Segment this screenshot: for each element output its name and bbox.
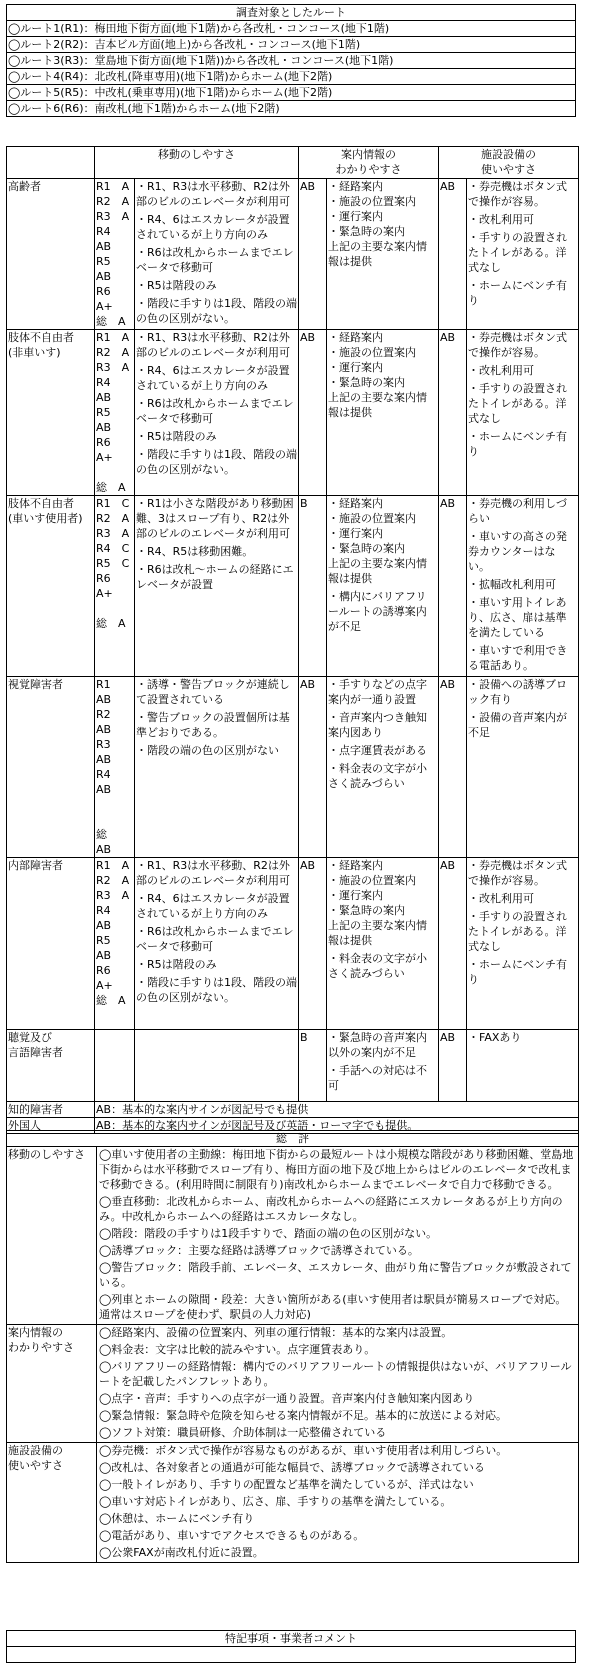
info-notes <box>327 496 439 677</box>
info-note: ・経路案内 ・施設の位置案内 ・運行案内 ・緊急時の案内 上記の主要な案内情報は提供 <box>328 859 427 947</box>
route-grades: R1 A R2 A R3 A R4 AB R5 AB R6 A+ 総 A <box>95 858 135 1030</box>
mobility-note: ・階段の端の色の区別がない <box>136 744 279 757</box>
info-note: ・経路案内 ・施設の位置案内 ・運行案内 ・緊急時の案内 上記の主要な案内情報は提供 <box>328 331 427 419</box>
info-notes <box>327 179 439 330</box>
info-note: ・構内にバリアフリールートの誘導案内が不足 <box>328 590 427 633</box>
mobility-notes <box>135 1030 299 1102</box>
extra-text: AB：基本的な案内サインが図記号でも提供 <box>95 1102 579 1118</box>
review-item: ◯経路案内、設備の位置案内、列車の運行情報：基本的な案内は設置。 <box>99 1326 453 1339</box>
header-blank <box>7 147 95 179</box>
review-item: ◯券売機：ボタン式で操作が容易なものがあるが、車いす使用者は利用しづらい。 <box>99 1444 508 1457</box>
facility-grade: AB <box>439 1030 467 1102</box>
info-note: ・手話への対応は不可 <box>328 1064 427 1092</box>
review-item: ◯垂直移動：北改札からホーム、南改札からホームへの経路にエスカレータあるが上り方向のみ。中改札からホームへの経路はエスカレータなし。 <box>99 1195 563 1223</box>
info-notes <box>327 858 439 1030</box>
review-item: ◯電話があり、車いすでアクセスできるものがある。 <box>99 1529 365 1542</box>
facility-note: ・FAXあり <box>468 1031 522 1044</box>
facility-notes <box>467 330 579 496</box>
evaluation-row <box>7 496 579 677</box>
review-label: 案内情報の わかりやすさ <box>7 1325 97 1443</box>
route-item: ◯ルート6(R6)：南改札(地下1階)からホーム(地下2階) <box>7 101 576 117</box>
review-item: ◯一般トイレがあり、手すりの配置など基準を満たしているが、洋式はない <box>99 1478 474 1491</box>
info-grade: AB <box>299 677 327 858</box>
extra-label: 知的障害者 <box>7 1102 95 1118</box>
facility-note: ・券売機の利用しづらい <box>468 497 567 525</box>
header-mobility: 移動のしやすさ <box>95 147 299 179</box>
route-grades: R1 C R2 A R3 A R4 C R5 C R6 A+ 総 A <box>95 496 135 677</box>
facility-note: ・券売機はボタン式で操作が容易。 <box>468 331 567 359</box>
evaluation-row <box>7 858 579 1030</box>
review-item: ◯公衆FAXが南改札付近に設置。 <box>99 1546 264 1559</box>
mobility-note: ・R1、R3は水平移動、R2は外部のビルのエレベータが利用可 <box>136 331 290 359</box>
facility-note: ・券売機はボタン式で操作が容易。 <box>468 859 567 887</box>
user-type-label: 高齢者 <box>7 179 95 330</box>
user-type-label: 肢体不自由者 (非車いす) <box>7 330 95 496</box>
mobility-note: ・階段に手すりは1段、階段の端の色の区別がない。 <box>136 976 297 1004</box>
facility-notes <box>467 496 579 677</box>
facility-note: ・ホームにベンチ有り <box>468 279 567 307</box>
facility-note: ・ホームにベンチ有り <box>468 430 567 458</box>
facility-notes <box>467 1030 579 1102</box>
facility-grade: AB <box>439 179 467 330</box>
facility-grade: AB <box>439 330 467 496</box>
comments-body <box>7 1647 576 1663</box>
review-title: 総 評 <box>7 1131 579 1147</box>
mobility-note: ・誘導・警告ブロックが連続して設置されている <box>136 678 290 706</box>
review-table <box>6 1130 579 1563</box>
review-item: ◯緊急情報：緊急時や危険を知らせる案内情報が不足。基本的に放送による対応。 <box>99 1409 507 1422</box>
mobility-note: ・R4、R5は移動困難。 <box>136 545 254 558</box>
review-items <box>97 1147 579 1325</box>
facility-notes <box>467 179 579 330</box>
mobility-note: ・R4、6はエスカレータが設置されているが上り方向のみ <box>136 892 290 920</box>
comments-title: 特記事項・事業者コメント <box>7 1631 576 1647</box>
review-item: ◯警告ブロック：階段手前、エレベータ、エスカレータ、曲がり角に警告ブロックが敷設されている。 <box>99 1261 572 1289</box>
extra-row <box>7 1102 579 1118</box>
review-label: 移動のしやすさ <box>7 1147 97 1325</box>
mobility-note: ・R1、R3は水平移動、R2は外部のビルのエレベータが利用可 <box>136 859 290 887</box>
mobility-note: ・R6は改札からホームまでエレベータで移動可 <box>136 925 294 953</box>
mobility-notes <box>135 496 299 677</box>
review-item: ◯バリアフリーの経路情報：構内でのバリアフリールートの情報提供はないが、バリアフリールートを記載したパンフレットあり。 <box>99 1360 572 1388</box>
facility-note: ・ホームにベンチ有り <box>468 958 567 986</box>
evaluation-row <box>7 1030 579 1102</box>
facility-grade: AB <box>439 496 467 677</box>
mobility-note: ・階段に手すりは1段、階段の端の色の区別がない。 <box>136 297 297 325</box>
route-grades <box>95 1030 135 1102</box>
review-item: ◯休憩は、ホームにベンチ有り <box>99 1512 255 1525</box>
extra-text: AB：基本的な案内サインが図記号及び英語・ローマ字でも提供。 <box>95 1118 579 1134</box>
facility-note: ・改札利用可 <box>468 364 534 377</box>
user-type-label: 内部障害者 <box>7 858 95 1030</box>
route-item: ◯ルート5(R5)：中改札(乗車専用)(地下1階)からホーム(地下2階) <box>7 85 576 101</box>
route-item: ◯ルート4(R4)：北改札(降車専用)(地下1階)からホーム(地下2階) <box>7 69 576 85</box>
evaluation-row <box>7 179 579 330</box>
mobility-note: ・階段に手すりは1段、階段の端の色の区別がない。 <box>136 448 297 476</box>
info-note: ・音声案内つき触知案内図あり <box>328 711 427 739</box>
mobility-notes <box>135 858 299 1030</box>
review-section <box>7 1325 579 1443</box>
review-items <box>97 1325 579 1443</box>
comments-table <box>6 1630 576 1663</box>
facility-grade: AB <box>439 858 467 1030</box>
review-item: ◯誘導ブロック：主要な経路は誘導ブロックで誘導されている。 <box>99 1244 419 1257</box>
mobility-note: ・R1、R3は水平移動、R2は外部のビルのエレベータが利用可 <box>136 180 290 208</box>
review-item: ◯改札は、各対象者との通過が可能な幅員で、誘導ブロックで誘導されている <box>99 1461 485 1474</box>
mobility-note: ・警告ブロックの設置個所は基準どおりである。 <box>136 711 290 739</box>
info-grade: B <box>299 1030 327 1102</box>
user-type-label: 肢体不自由者 (車いす使用者) <box>7 496 95 677</box>
route-grades: R1 AB R2 AB R3 AB R4 AB 総 AB <box>95 677 135 858</box>
mobility-notes <box>135 330 299 496</box>
review-section <box>7 1443 579 1563</box>
review-items <box>97 1443 579 1563</box>
facility-note: ・券売機はボタン式で操作が容易。 <box>468 180 567 208</box>
info-note: ・緊急時の音声案内以外の案内が不足 <box>328 1031 427 1059</box>
evaluation-row <box>7 677 579 858</box>
info-note: ・料金表の文字が小さく読みづらい <box>328 952 427 980</box>
facility-note: ・改札利用可 <box>468 892 534 905</box>
info-grade: AB <box>299 179 327 330</box>
facility-note: ・設備の音声案内が不足 <box>468 711 567 739</box>
facility-note: ・設備への誘導ブロック有り <box>468 678 567 706</box>
user-type-label: 視覚障害者 <box>7 677 95 858</box>
facility-note: ・手すりの設置されたトイレがある。洋式なし <box>468 382 567 425</box>
info-notes <box>327 677 439 858</box>
facility-note: ・車いすで利用できる電話あり。 <box>468 644 568 672</box>
info-notes <box>327 1030 439 1102</box>
facility-note: ・車いすの高さの発券カウンターはない。 <box>468 530 567 573</box>
review-item: ◯車いす使用者の主動線：梅田地下街からの最短ルートは小規模な階段があり移動困難、堂島地下街からは水平移動でスロープ有り、梅田方面の地下及び地上からはビルのエレベータで改札まで移動できる。(利用時間に制限有り)南改札からホームまでエレベータで自力で移動できる。 <box>99 1148 574 1191</box>
review-item: ◯階段：階段の手すりは1段手すりで、踏面の端の色の区別がない。 <box>99 1227 438 1240</box>
user-type-label: 聴覚及び 言語障害者 <box>7 1030 95 1102</box>
mobility-note: ・R4、6はエスカレータが設置されているが上り方向のみ <box>136 364 290 392</box>
route-item: ◯ルート3(R3)：堂島地下街方面(地下1階))から各改札・コンコース(地下1階) <box>7 53 576 69</box>
facility-notes <box>467 677 579 858</box>
review-label: 施設設備の 使いやすさ <box>7 1443 97 1563</box>
route-grades: R1 A R2 A R3 A R4 AB R5 AB R6 A+ 総 A <box>95 330 135 496</box>
facility-note: ・車いす用トイレあり、広さ、扉は基準を満たしている <box>468 596 567 639</box>
evaluation-table <box>6 146 579 1134</box>
info-grade: AB <box>299 858 327 1030</box>
route-item: ◯ルート2(R2)：吉本ビル方面(地上)から各改札・コンコース(地下1階) <box>7 37 576 53</box>
info-note: ・点字運賃表がある <box>328 744 427 757</box>
info-note: ・手すりなどの点字案内が一通り設置 <box>328 678 427 706</box>
mobility-note: ・R5は階段のみ <box>136 279 217 292</box>
mobility-note: ・R4、6はエスカレータが設置されているが上り方向のみ <box>136 213 290 241</box>
review-item: ◯ソフト対策：職員研修、介助体制は一応整備されている <box>99 1426 387 1439</box>
facility-note: ・拡幅改札利用可 <box>468 578 556 591</box>
review-item: ◯料金表：文字は比較的読みやすい。点字運賃表あり。 <box>99 1343 376 1356</box>
facility-notes <box>467 858 579 1030</box>
mobility-notes <box>135 677 299 858</box>
evaluation-row <box>7 330 579 496</box>
routes-title: 調査対象としたルート <box>7 5 576 21</box>
info-note: ・経路案内 ・施設の位置案内 ・運行案内 ・緊急時の案内 上記の主要な案内情報は提供 <box>328 180 427 268</box>
header-facility: 施設設備の 使いやすさ <box>439 147 579 179</box>
route-item: ◯ルート1(R1)：梅田地下街方面(地下1階)から各改札・コンコース(地下1階) <box>7 21 576 37</box>
info-grade: AB <box>299 330 327 496</box>
mobility-note: ・R5は階段のみ <box>136 958 217 971</box>
review-item: ◯車いす対応トイレがあり、広さ、扉、手すりの基準を満たしている。 <box>99 1495 452 1508</box>
route-grades: R1 A R2 A R3 A R4 AB R5 AB R6 A+ 総 A <box>95 179 135 330</box>
info-note: ・経路案内 ・施設の位置案内 ・運行案内 ・緊急時の案内 上記の主要な案内情報は提供 <box>328 497 427 585</box>
routes-table <box>6 4 576 117</box>
info-note: ・料金表の文字が小さく読みづらい <box>328 762 427 790</box>
mobility-notes <box>135 179 299 330</box>
facility-grade: AB <box>439 677 467 858</box>
info-grade: B <box>299 496 327 677</box>
extra-label: 外国人 <box>7 1118 95 1134</box>
review-item: ◯点字・音声：手すりへの点字が一通り設置。音声案内付き触知案内図あり <box>99 1392 475 1405</box>
mobility-note: ・R1は小さな階段があり移動困難、3はスロープ有り、R2は外部のビルのエレベータが利用可 <box>136 497 294 540</box>
mobility-note: ・R6は改札～ホームの経路にエレベータが設置 <box>136 563 294 591</box>
mobility-note: ・R6は改札からホームまでエレベータで移動可 <box>136 246 294 274</box>
mobility-note: ・R5は階段のみ <box>136 430 217 443</box>
facility-note: ・改札利用可 <box>468 213 534 226</box>
facility-note: ・手すりの設置されたトイレがある。洋式なし <box>468 910 567 953</box>
header-info: 案内情報の わかりやすさ <box>299 147 439 179</box>
review-item: ◯列車とホームの隙間・段差：大きい箇所がある(車いす使用者は駅員が簡易スロープで対応。通常はスロープを使わず、駅員の人力対応) <box>99 1293 567 1321</box>
mobility-note: ・R6は改札からホームまでエレベータで移動可 <box>136 397 294 425</box>
info-notes <box>327 330 439 496</box>
facility-note: ・手すりの設置されたトイレがある。洋式なし <box>468 231 567 274</box>
review-section <box>7 1147 579 1325</box>
